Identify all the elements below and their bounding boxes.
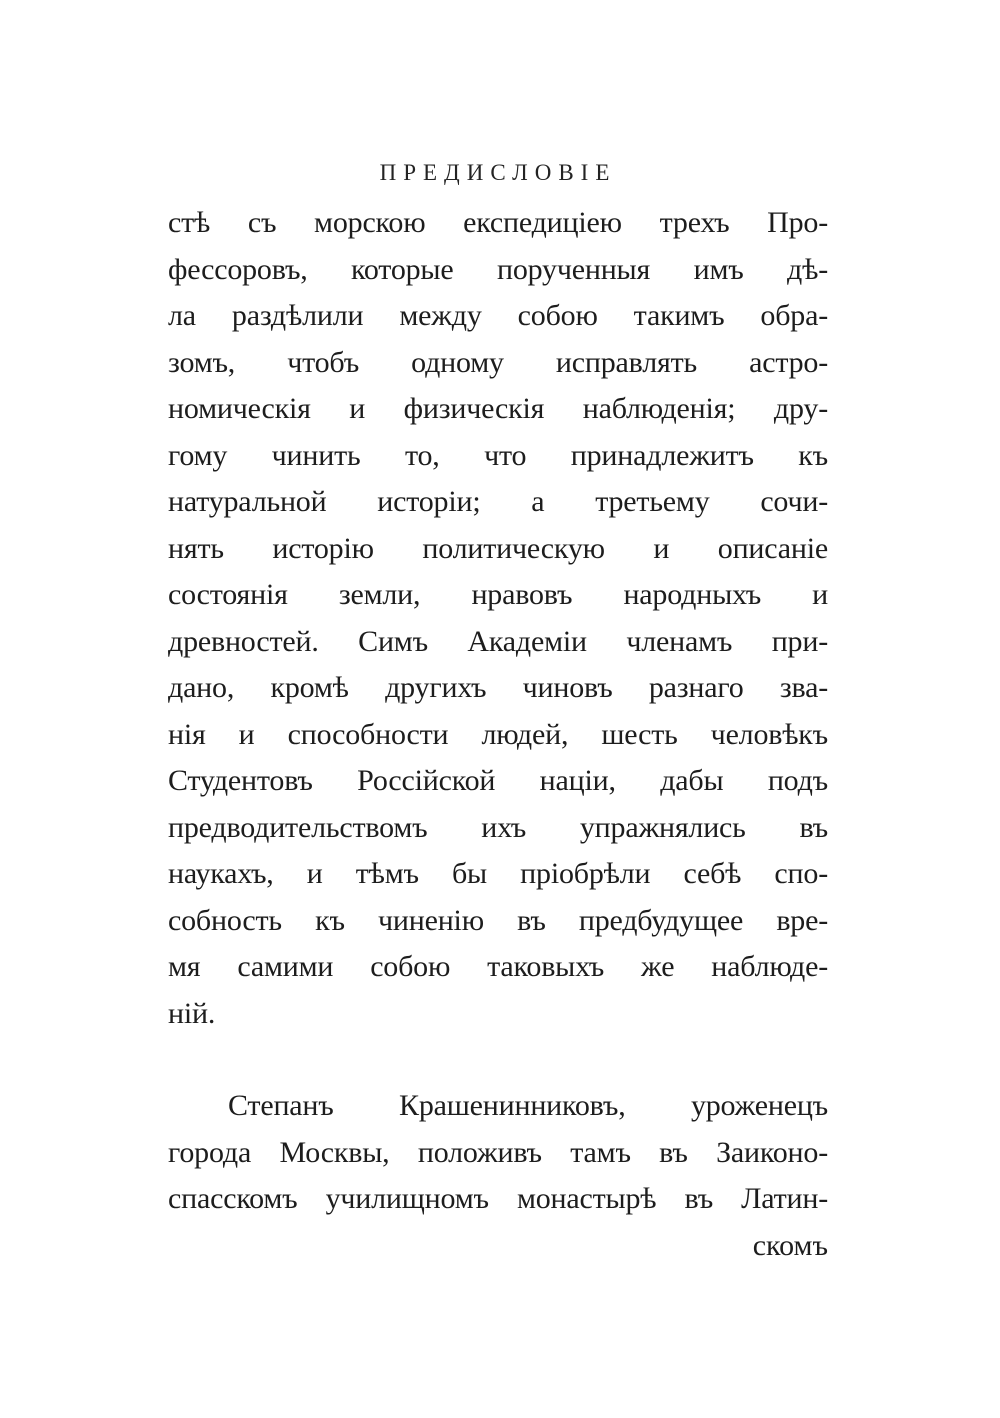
text-line: натуральной исторіи; а третьему сочи- — [168, 485, 828, 518]
text-line: номическія и физическія наблюденія; дру- — [168, 392, 828, 425]
paragraph-2 — [168, 1083, 828, 1223]
text-line: древностей. Симъ Академіи членамъ при- — [168, 624, 828, 658]
text-line: наукахъ, и тѣмъ бы пріобрѣли себѣ спо- — [168, 857, 828, 890]
text-line: ній. — [168, 996, 216, 1030]
text-line: города Москвы, положивъ тамъ въ Заиконо- — [168, 1135, 828, 1169]
paragraph-1 — [168, 200, 828, 1037]
text-line: стѣ съ морскою експедиціею трехъ Про- — [168, 206, 828, 239]
text-line: зомъ, чтобъ одному исправлять астро- — [168, 345, 828, 379]
text-line: ла раздѣлили между собою такимъ обра- — [168, 299, 828, 332]
text-line: дано, кромѣ другихъ чиновъ разнаго зва- — [168, 671, 828, 704]
text-line: Студентовъ Россійской націи, дабы подъ — [168, 764, 828, 797]
running-head: ПРЕДИСЛОВІЕ — [379, 160, 617, 185]
catchword: скомъ — [752, 1228, 828, 1262]
text-line: нять исторію политическую и описаніе — [168, 531, 828, 565]
text-line: спасскомъ училищномъ монастырѣ въ Латин- — [168, 1182, 828, 1215]
text-line: предводительствомъ ихъ упражнялись въ — [168, 810, 828, 844]
text-line: мя самими собою таковыхъ же наблюде- — [168, 950, 828, 983]
text-line: гому чинить то, что принадлежитъ къ — [168, 438, 828, 472]
text-line: собность къ чиненію въ предбудущее вре- — [168, 903, 828, 937]
page-text-block — [168, 160, 828, 1269]
text-line: состоянія земли, нравовъ народныхъ и — [168, 578, 828, 611]
text-line: нія и способности людей, шесть человѣкъ — [168, 717, 828, 751]
text-line: Степанъ Крашенинниковъ, уроженецъ — [228, 1089, 828, 1122]
paragraph-gap — [168, 1037, 828, 1083]
text-line: фессоровъ, которые порученныя имъ дѣ- — [168, 252, 828, 286]
